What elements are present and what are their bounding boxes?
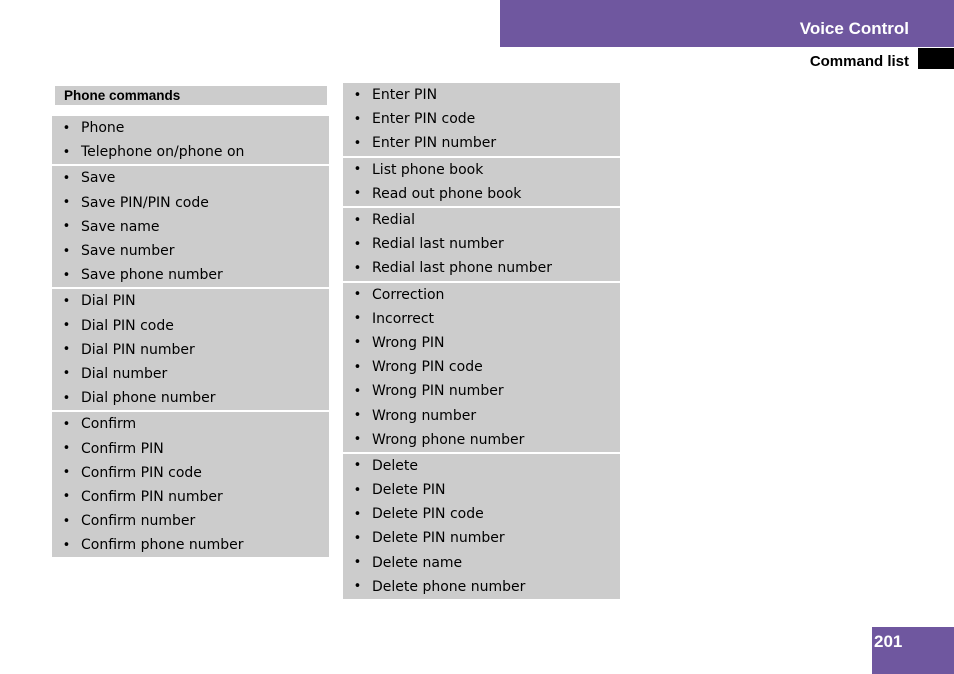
- bullet-icon: •: [62, 537, 71, 553]
- page-number-box: [872, 627, 954, 674]
- bullet-icon: •: [353, 87, 362, 103]
- command-item: [343, 182, 620, 206]
- bullet-icon: •: [353, 530, 362, 546]
- command-text: Delete PIN: [372, 482, 446, 499]
- bullet-icon: •: [353, 458, 362, 474]
- command-item: [52, 338, 329, 362]
- bullet-icon: •: [62, 120, 71, 136]
- subtitle-marker: [918, 48, 954, 69]
- bullet-icon: •: [62, 390, 71, 406]
- bullet-icon: •: [353, 287, 362, 303]
- bullet-icon: •: [62, 144, 71, 160]
- command-text: Delete PIN number: [372, 530, 505, 547]
- command-text: Confirm: [81, 416, 137, 433]
- bullet-icon: •: [353, 311, 362, 327]
- command-text: Save: [81, 170, 116, 187]
- bullet-icon: •: [62, 170, 71, 186]
- command-item: [52, 461, 329, 485]
- command-item: [343, 355, 620, 379]
- command-text: Redial last phone number: [372, 260, 553, 277]
- command-text: Correction: [372, 286, 445, 303]
- command-item: [343, 331, 620, 355]
- command-item: [343, 83, 620, 107]
- command-text: Dial number: [81, 365, 168, 382]
- command-text: Wrong number: [372, 407, 477, 424]
- bullet-icon: •: [353, 408, 362, 424]
- command-text: Dial PIN number: [81, 341, 195, 358]
- bullet-icon: •: [353, 555, 362, 571]
- command-text: Save phone number: [81, 267, 223, 284]
- command-item: [343, 403, 620, 427]
- bullet-icon: •: [353, 236, 362, 252]
- bullet-icon: •: [353, 359, 362, 375]
- command-item: [343, 526, 620, 550]
- command-text: Confirm number: [81, 513, 196, 530]
- command-text: Dial phone number: [81, 390, 216, 407]
- command-group: [52, 412, 329, 557]
- bullet-icon: •: [62, 243, 71, 259]
- command-item: [52, 533, 329, 557]
- bullet-icon: •: [353, 432, 362, 448]
- command-group: [343, 283, 620, 452]
- command-text: Confirm PIN number: [81, 488, 223, 505]
- command-item: [52, 140, 329, 164]
- phone-commands-heading-label: Phone commands: [64, 88, 181, 103]
- command-item: [343, 454, 620, 478]
- command-text: Confirm PIN code: [81, 464, 202, 481]
- command-text: Redial: [372, 212, 415, 229]
- command-group: [52, 116, 329, 164]
- bullet-icon: •: [353, 506, 362, 522]
- bullet-icon: •: [62, 318, 71, 334]
- command-item: [343, 575, 620, 599]
- bullet-icon: •: [62, 416, 71, 432]
- command-text: Dial PIN code: [81, 317, 174, 334]
- command-item: [52, 239, 329, 263]
- command-item: [343, 478, 620, 502]
- command-text: Wrong PIN: [372, 334, 445, 351]
- command-text: Enter PIN number: [372, 135, 497, 152]
- bullet-icon: •: [62, 366, 71, 382]
- command-item: [343, 107, 620, 131]
- bullet-icon: •: [62, 513, 71, 529]
- page-number: 201: [874, 632, 903, 651]
- command-group: [343, 158, 620, 206]
- bullet-icon: •: [62, 219, 71, 235]
- bullet-icon: •: [353, 212, 362, 228]
- bullet-icon: •: [62, 195, 71, 211]
- command-text: Phone: [81, 120, 125, 137]
- right-command-column: [343, 83, 620, 601]
- command-text: Save number: [81, 243, 175, 260]
- command-item: [52, 509, 329, 533]
- bullet-icon: •: [62, 441, 71, 457]
- command-text: Delete name: [372, 554, 463, 571]
- bullet-icon: •: [353, 579, 362, 595]
- command-item: [343, 232, 620, 256]
- command-item: [343, 551, 620, 575]
- command-item: [343, 428, 620, 452]
- command-item: [52, 485, 329, 509]
- command-text: Redial last number: [372, 236, 504, 253]
- command-item: [343, 502, 620, 526]
- bullet-icon: •: [353, 482, 362, 498]
- command-item: [52, 191, 329, 215]
- command-item: [52, 289, 329, 313]
- command-text: Wrong PIN code: [372, 359, 483, 376]
- command-text: Read out phone book: [372, 185, 522, 202]
- bullet-icon: •: [62, 465, 71, 481]
- command-text: Wrong phone number: [372, 431, 525, 448]
- left-command-column: [52, 116, 329, 559]
- command-text: Confirm PIN: [81, 440, 164, 457]
- command-item: [52, 166, 329, 190]
- command-item: [52, 362, 329, 386]
- command-text: Incorrect: [372, 310, 435, 327]
- command-item: [52, 412, 329, 436]
- command-item: [343, 131, 620, 155]
- command-group: [343, 83, 620, 156]
- bullet-icon: •: [353, 111, 362, 127]
- command-group: [343, 208, 620, 281]
- command-text: Telephone on/phone on: [81, 144, 245, 161]
- command-item: [343, 158, 620, 182]
- command-group: [343, 454, 620, 599]
- command-item: [343, 379, 620, 403]
- command-item: [343, 208, 620, 232]
- command-text: Delete PIN code: [372, 506, 484, 523]
- command-text: Dial PIN: [81, 293, 136, 310]
- command-text: Delete phone number: [372, 578, 526, 595]
- command-text: Save PIN/PIN code: [81, 194, 209, 211]
- command-item: [52, 436, 329, 460]
- bullet-icon: •: [62, 342, 71, 358]
- section-subtitle: Command list: [809, 53, 909, 70]
- bullet-icon: •: [62, 489, 71, 505]
- command-item: [52, 263, 329, 287]
- bullet-icon: •: [353, 383, 362, 399]
- bullet-icon: •: [62, 293, 71, 309]
- command-item: [52, 116, 329, 140]
- command-text: Wrong PIN number: [372, 383, 504, 400]
- bullet-icon: •: [353, 186, 362, 202]
- bullet-icon: •: [353, 135, 362, 151]
- command-item: [343, 283, 620, 307]
- command-item: [52, 215, 329, 239]
- bullet-icon: •: [353, 162, 362, 178]
- command-group: [52, 289, 329, 410]
- chapter-title: Voice Control: [799, 19, 909, 38]
- command-item: [343, 256, 620, 280]
- command-text: List phone book: [372, 161, 484, 178]
- phone-commands-heading: [55, 86, 327, 105]
- command-item: [52, 386, 329, 410]
- command-group: [52, 166, 329, 287]
- command-text: Save name: [81, 218, 160, 235]
- command-text: Delete: [372, 457, 418, 474]
- command-item: [343, 307, 620, 331]
- bullet-icon: •: [353, 260, 362, 276]
- command-text: Enter PIN: [372, 87, 438, 104]
- command-text: Confirm phone number: [81, 537, 244, 554]
- bullet-icon: •: [353, 335, 362, 351]
- command-item: [52, 314, 329, 338]
- command-text: Enter PIN code: [372, 111, 476, 128]
- bullet-icon: •: [62, 267, 71, 283]
